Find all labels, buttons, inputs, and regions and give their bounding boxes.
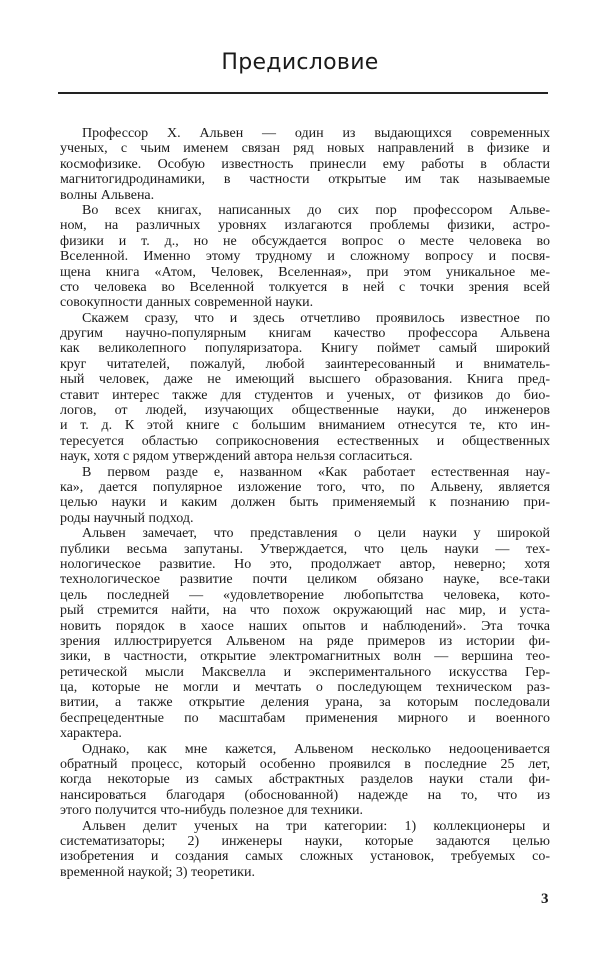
text-line: Альвен делит ученых на три категории: 1) коллекционеры и	[82, 818, 550, 834]
text-line: круг читателей, пожалуй, любой заинтересованный и вниматель-	[60, 356, 550, 372]
text-line: ретической мысли Максвелла и экспериментального искусства Гер-	[60, 664, 550, 680]
text-line: ный человек, даже не имеющий высшего образования. Книга пред-	[60, 372, 550, 388]
paragraph	[60, 311, 550, 465]
text-line: Вселенной. Именно этому трудному и сложному вопросу и посвя-	[60, 249, 550, 265]
text-line: витии, а также открытие деления урана, за которым последовали	[60, 695, 550, 711]
text-line: щена книга «Атом, Человек, Вселенная», при этом уникальное ме-	[60, 264, 550, 280]
text-line: наук, хотя с рядом утверждений автора нельзя согласиться.	[60, 449, 413, 465]
paragraph	[60, 203, 550, 311]
text-line: В первом разде е, названном «Как работает естественная нау-	[82, 464, 550, 480]
text-line: публики весьма запутаны. Утверждается, что цель науки — тех-	[60, 541, 550, 557]
text-line: физики и т. д., но не обсуждается вопрос о месте человека во	[60, 233, 550, 249]
text-line: логов, от людей, изучающих общественные науки, до инженеров	[60, 403, 550, 419]
text-line: рый стремится найти, на что похож окружающий нас мир, и уста-	[60, 603, 550, 619]
text-line: Однако, как мне кажется, Альвеном несколько недооценивается	[82, 741, 550, 757]
page-number: 3	[541, 891, 549, 907]
text-line: технологическое развитие почти целиком обязано науке, все-таки	[60, 572, 550, 588]
page-title: Предисловие	[221, 50, 379, 75]
text-line: ставит интерес также для студентов и ученых, от физиков до био-	[60, 387, 550, 403]
text-line: нологическое развитие. Но это, продолжает автор, неверно; хотя	[60, 556, 550, 572]
text-line: нансироваться благодаря (обоснованной) надежде на то, что из	[60, 787, 550, 803]
text-line: Альвен замечает, что представления о цели науки у широкой	[82, 526, 550, 542]
text-line: и т. д. К этой книге с большим вниманием отнесутся те, кто ин-	[60, 418, 550, 434]
text-line: Во всех книгах, написанных до сих пор профессором Альве-	[82, 202, 550, 218]
text-line: волны Альвена.	[60, 187, 155, 203]
text-line: ном, на различных уровнях излагаются проблемы физики, астро-	[60, 218, 550, 234]
text-line: ка», дается популярное изложение того, что, по Альвену, является	[60, 479, 550, 495]
text-line: другим научно-популярным книгам качество профессора Альвена	[60, 326, 550, 342]
text-line: ученых, с чьим именем связан ряд новых направлений в физике и	[60, 141, 550, 157]
paragraph	[60, 465, 550, 527]
text-line: зики, в частности, открытие электромагнитных волн — вершина тео-	[60, 649, 550, 665]
paragraph	[60, 526, 550, 741]
text-line: характера.	[60, 726, 122, 742]
text-line: Профессор Х. Альвен — один из выдающихся современных	[82, 126, 550, 141]
text-line: беспрецедентные по масштабам применения мирного и военного	[60, 710, 550, 726]
paragraph	[60, 742, 550, 819]
title-rule	[58, 92, 548, 94]
text-line: временной наукой; 3) теоретики.	[60, 864, 255, 880]
text-line: как великолепного популяризатора. Книгу поймет самый широкий	[60, 341, 550, 357]
text-line: космофизике. Особую известность принесли ему работы в области	[60, 156, 550, 172]
text-line: новить порядок в хаосе наших опытов и наблюдений». Эта точка	[60, 618, 550, 634]
text-line: целью науки и каким должен быть применяемый к познанию при-	[60, 495, 550, 511]
text-line: обратный процесс, который особенно проявился в последние 25 лет,	[60, 757, 550, 773]
text-line: зрения иллюстрируется Альвеном на ряде примеров из истории фи-	[60, 633, 550, 649]
text-line: Скажем сразу, что и здесь отчетливо проявилось известное по	[82, 310, 550, 326]
text-line: роды научный подход.	[60, 510, 194, 526]
text-line: когда некоторые из самых абстрактных разделов науки стали фи-	[60, 772, 550, 788]
text-line: ца, которые не могли и мечтать о последующем техническом раз-	[60, 680, 550, 696]
text-line: систематизаторы; 2) инженеры науки, которые задаются целью	[60, 833, 550, 849]
paragraph	[60, 126, 550, 203]
text-line: сто человека во Вселенной толкуется в ней с точки зрения всей	[60, 279, 550, 295]
text-line: изобретения и создания самых сложных установок, требуемых со-	[60, 849, 550, 865]
text-line: магнитогидродинамики, в частности открытые им так называемые	[60, 172, 550, 188]
text-line: цель последней — «удовлетворение любопытства человека, кото-	[60, 587, 550, 603]
paragraph	[60, 819, 550, 881]
text-line: тересуется областью соприкосновения естественных и общественных	[60, 433, 550, 449]
text-line: этого получится что-нибудь полезное для техники.	[60, 803, 364, 819]
body-text	[60, 126, 550, 880]
text-line: совокупности данных современной науки.	[60, 295, 314, 311]
